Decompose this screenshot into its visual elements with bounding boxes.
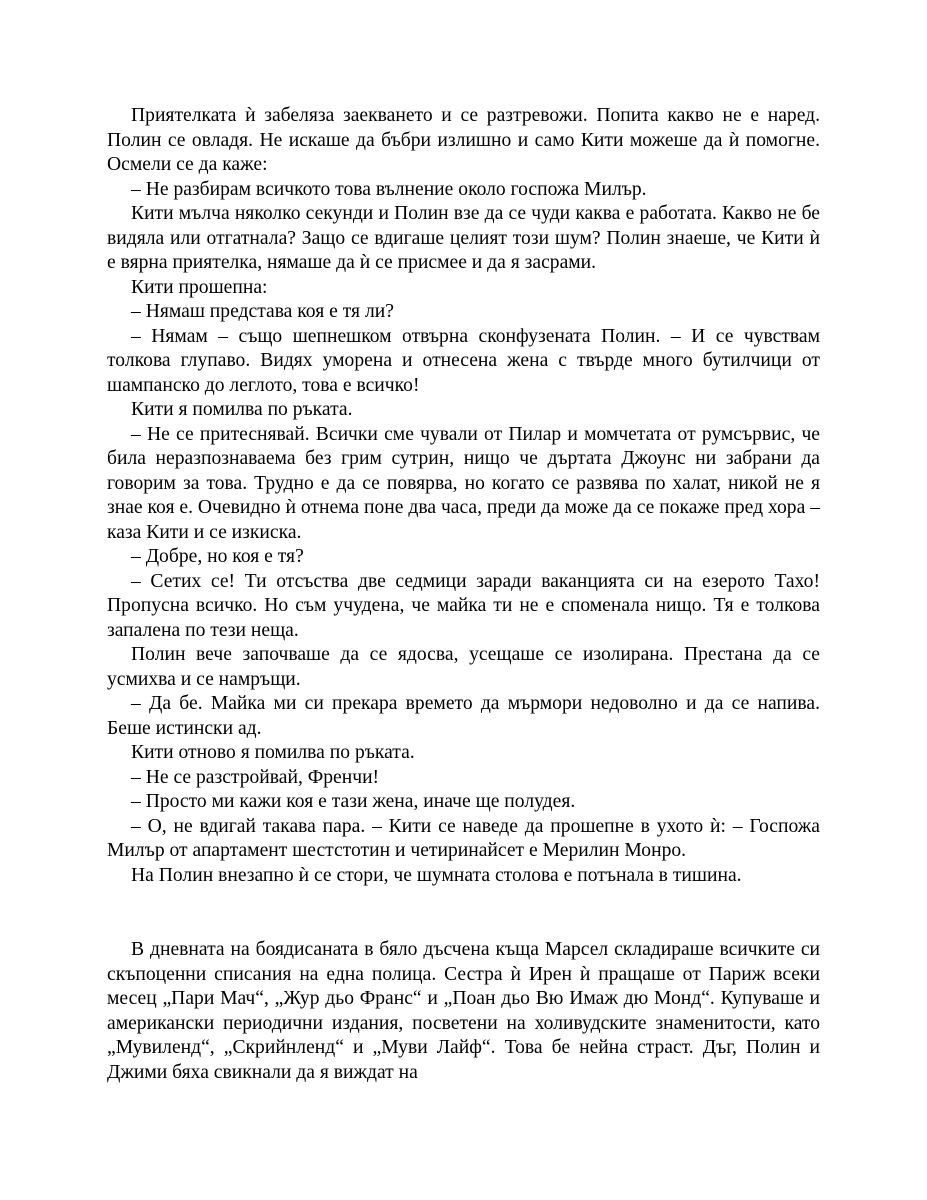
paragraph: Кити мълча няколко секунди и Полин взе да се чуди каква е работата. Какво не бе видяла или отгатнала? Защо се вдигаше целият този шум? Полин знаеше, че Кити ѝ е вярна приятелка, нямаше да ѝ се присмее и да я засрами. xyxy=(107,203,820,273)
dialogue-line: – Да бе. Майка ми си прекара времето да мърмори недоволно и да се напива. Беше истински ад. xyxy=(107,693,820,739)
dialogue-line: – О, не вдигай такава пара. – Кити се наведе да прошепне в ухото ѝ: – Госпожа Милър от апартамент шестстотин и четиринайсет е Мерилин Монро. xyxy=(107,815,820,861)
dialogue-line: – Не се разстройвай, Френчи! xyxy=(131,766,380,788)
dialogue-line: – Просто ми кажи коя е тази жена, иначе ще полудея. xyxy=(131,791,576,812)
paragraph: Кити я помилва по ръката. xyxy=(131,399,353,420)
paragraph: В дневната на боядисаната в бяло дъсчена къща Марсел складираше всичките си скъпоценни списания на една полица. Сестра ѝ Ирен ѝ пращаше от Париж всеки месец „Пари Мач“, „Жур дьо Франс“ и „Поан дьо Вю Имаж дю Монд“. Купуваше и американски периодични издания, посветени на холивудските знаменитости, като „Мувиленд“, „Скрийнленд“ и „Муви Лайф“. Това бе нейна страст. Дъг, Полин и Джими бяха свикнали да я виждат на xyxy=(107,939,820,1083)
paragraph: Полин вече започваше да се ядосва, усещаше се изолирана. Престана да се усмихва и се намръщи. xyxy=(107,644,820,690)
dialogue-line: – Добре, но коя е тя? xyxy=(131,546,304,567)
section-break xyxy=(107,888,820,938)
paragraph: Кити прошепна: xyxy=(131,276,268,298)
dialogue-line: – Не се притеснявай. Всички сме чували от Пилар и момчетата от румсървис, че била неразпознаваема без грим сутрин, нищо че дъртата Джоунс ни забрани да говорим за това. Трудно е да се повярва, но когато се развява по халат, никой не я знае коя е. Очевидно ѝ отнема поне два часа, преди да може да се покаже пред хора – каза Кити и се изкиска. xyxy=(107,423,820,543)
dialogue-line: – Не разбирам всичкото това вълнение около госпожа Милър. xyxy=(131,178,647,200)
paragraph: Кити отново я помилва по ръката. xyxy=(131,742,415,763)
paragraph: Приятелката ѝ забеляза заекването и се разтревожи. Попита какво не е наред. Полин се овладя. Не искаше да бъбри излишно и само Кити можеше да ѝ помогне. Осмели се да каже: xyxy=(107,105,820,175)
paragraph: На Полин внезапно ѝ се стори, че шумната столова е потънала в тишина. xyxy=(131,864,742,886)
dialogue-line: – Нямам – също шепнешком отвърна сконфузената Полин. – И се чувствам толкова глупаво. Видях уморена и отнесена жена с твърде много бутилчици от шампанско до леглото, това е всичко! xyxy=(107,325,820,396)
dialogue-line: – Сетих се! Ти отсъства две седмици заради ваканцията си на езерото Тахо! Пропусна всичко. Но съм учудена, че майка ти не е споменала нищо. Тя е толкова запалена по тези неща. xyxy=(107,570,820,641)
dialogue-line: – Нямаш представа коя е тя ли? xyxy=(131,301,394,322)
text-body xyxy=(107,104,820,1085)
